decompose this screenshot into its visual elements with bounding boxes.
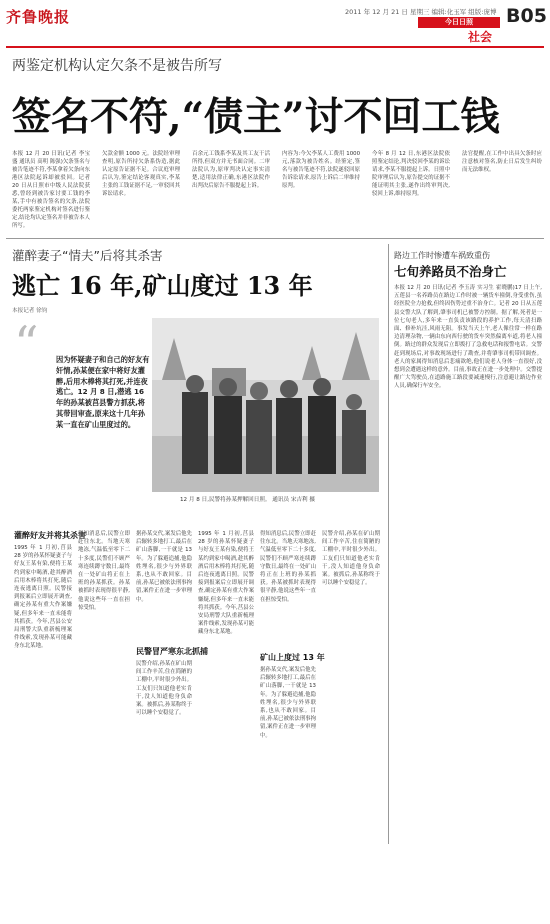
dateline: 2011 年 12 月 21 日 星期三 编辑:化玉军 组版:庞博 — [345, 8, 497, 16]
story2-kicker: 灌醉妻子“情夫”后将其杀害 — [12, 248, 163, 263]
story3-headline: 七旬养路员不治身亡 — [394, 264, 507, 279]
section-divider — [6, 238, 544, 239]
story2-column: 得知消息后,民警立即赶往东北。当地天寒地冻,气温低至零下二十多度,民警们不顾严寒连续蹲守数日,最终在一处矿山将正在上班的孙某抓获。孙某被抓时表现得很平静,他说这些年一直在担惊受怕。 — [78, 531, 130, 611]
section-tag: 今日日照 — [418, 17, 500, 28]
newspaper-logo: 齐鲁晚报 — [6, 8, 71, 26]
story3-kicker: 路边工作时惨遭车祸致重伤 — [394, 251, 490, 260]
news-photo — [152, 318, 379, 492]
story1-column: 法官提醒,在工作中出具欠条时应注意核对签名,防止日后发生纠纷而无法维权。 — [462, 151, 542, 173]
story2-byline: 本报记者 徐钧 — [12, 308, 48, 314]
story2-pullquote: 因为怀疑妻子和自己的好友有奸情,孙某便在家中将好友灌醉,后用木棒将其打死,并连夜逃亡。12 月 8 日,潜逃 16 年的孙某被莒县警方抓获,将其带回审查,原来这十几年孙某一直在矿山里度过的。 — [56, 355, 150, 429]
story1-column: 欠款金额 1000 元。法院经审理查明,原告所持欠条系伪造,据此认定原告证据不足。合议庭审理后认为,鉴定结论客观真实,李某主张的工钱证据不足,一审驳回其诉讼请求。 — [102, 151, 180, 197]
story1-column: 今年 8 月 12 日,东港区法院依照鉴定结论,判决驳回李某的诉讼请求,李某不服提起上诉。日照中院审理后认为,原告提交的证据不能证明其主张,遂作出终审判决,驳回上诉,维持原判。 — [372, 151, 450, 197]
story3-body: 本报 12 月 20 日讯(记者 李玉涛 实习生 霍晓鹏)17 日上午,五莲县一名养路员在路边工作时被一辆货车撞倒,身受重伤,虽经医院全力抢救,但终因伤势过重不治身亡。记者 20 日从五莲县交警大队了解到,肇事司机已被警方控制。据了解,死者是一位七旬老人,多年来一直负责该路段的养护工作,每天清扫路面、修补坑洼,风雨无阻。事发当天上午,老人像往常一样在路边清理杂物,一辆由东向西行驶的货车突然偏离车道,将老人撞倒。路过的群众发现后立即拨打了急救电话和报警电话。交警赶到现场后,对事故现场进行了勘查,并将肇事司机带回调查。老人的家属得知消息后悲痛欲绝,他们说老人身体一直很好,没想到会遭遇这样的意外。目前,事故正在进一步处理中。交警提醒广大驾驶员,在道路施工路段要减速慢行,注意避让路边作业人员,确保行车安全。 — [394, 285, 542, 390]
photo-caption: 12 月 8 日,民警将孙某押解回日照。 通讯员 宋吉利 摄 — [180, 497, 315, 503]
column-divider — [388, 244, 389, 844]
story1-column: 百余元工钱系李某及其工友干活所得,但双方并无书面合同。二审法院认为,原审判决认定事实清楚,适用法律正确,东港区法院作出判决后原告不服提起上诉。 — [192, 151, 270, 189]
story2-column: 得知消息后,民警立即赶往东北。当地天寒地冻,气温低至零下二十多度,民警们不顾严寒连续蹲守数日,最终在一处矿山将正在上班的孙某抓获。孙某被抓时表现得很平静,他说这些年一直在担惊受怕。 — [260, 531, 316, 603]
story2-subheading: 矿山上度过 13 年 — [260, 653, 325, 662]
story2-headline: 逃亡 16 年,矿山度过 13 年 — [12, 271, 313, 300]
story2-column: 据孙某交代,案发后他先后辗转多地打工,最后在矿山落脚,一干就是 13 年。为了躲避追捕,他隐姓埋名,很少与外界联系,也从不敢回家。目前,孙某已被依法刑事拘留,案件正在进一步审理中。 — [260, 667, 316, 739]
section-name: 社会 — [468, 30, 493, 44]
story2-column: 民警介绍,孙某在矿山期间工作辛苦,住在简陋的工棚中,平时很少外出。工友们只知道他老实肯干,没人知道他身负命案。被抓后,孙某称终于可以睡个安稳觉了。 — [322, 531, 380, 587]
story1-column: 本报 12 月 20 日讯(记者 李宝盛 通讯员 高明 陈强)欠条签名与被告笔迹不符,李某拿着欠条向东港区法院起诉却被驳回。记者 20 日从日照市中级人民法院获悉,曾经到被告家讨要工钱的李某,手中有被告签名的欠条,法院委托两家鉴定机构对签名进行鉴定,结论均认定签名并非被告本人所写。 — [12, 151, 90, 229]
story2-column: 民警介绍,孙某在矿山期间工作辛苦,住在简陋的工棚中,平时很少外出。工友们只知道他老实肯干,没人知道他身负命案。被抓后,孙某称终于可以睡个安稳觉了。 — [136, 661, 192, 717]
story2-subheading: 民警冒严寒东北抓捕 — [136, 647, 208, 656]
story1-kicker: 两鉴定机构认定欠条不是被告所写 — [12, 58, 222, 74]
story1-column: 内容为:今欠李某人工费用 1000 元,落款为被告姓名。经鉴定,签名与被告笔迹不符,法院遂驳回原告诉讼请求,原告上诉后二审维持原判。 — [282, 151, 360, 189]
quote-mark-icon: “ — [14, 316, 39, 372]
story2-column: 1995 年 1 月初,莒县 28 岁的孙某怀疑妻子与好友王某有染,便将王某约到家中喝酒,趁其醉酒后用木棒将其打死,随后连夜逃离日照。民警接到报案后立即展开调查,确定孙某有重大作案嫌疑,但多年来一直未能将其抓获。今年,莒县公安局刑警大队重新梳理案件线索,发现孙某可能藏身东北某地。 — [14, 545, 72, 650]
page-number: B05 — [506, 5, 547, 27]
masthead-rule — [6, 46, 544, 48]
story2-subheading: 灌醉好友并将其杀害 — [14, 531, 86, 540]
story1-headline: 签名不符,“债主”讨不回工钱 — [12, 94, 500, 140]
story2-column: 1995 年 1 月初,莒县 28 岁的孙某怀疑妻子与好友王某有染,便将王某约到家中喝酒,趁其醉酒后用木棒将其打死,随后连夜逃离日照。民警接到报案后立即展开调查,确定孙某有重大作案嫌疑,但多年来一直未能将其抓获。今年,莒县公安局刑警大队重新梳理案件线索,发现孙某可能藏身东北某地。 — [198, 531, 254, 636]
story2-column: 据孙某交代,案发后他先后辗转多地打工,最后在矿山落脚,一干就是 13 年。为了躲避追捕,他隐姓埋名,很少与外界联系,也从不敢回家。目前,孙某已被依法刑事拘留,案件正在进一步审理中。 — [136, 531, 192, 603]
